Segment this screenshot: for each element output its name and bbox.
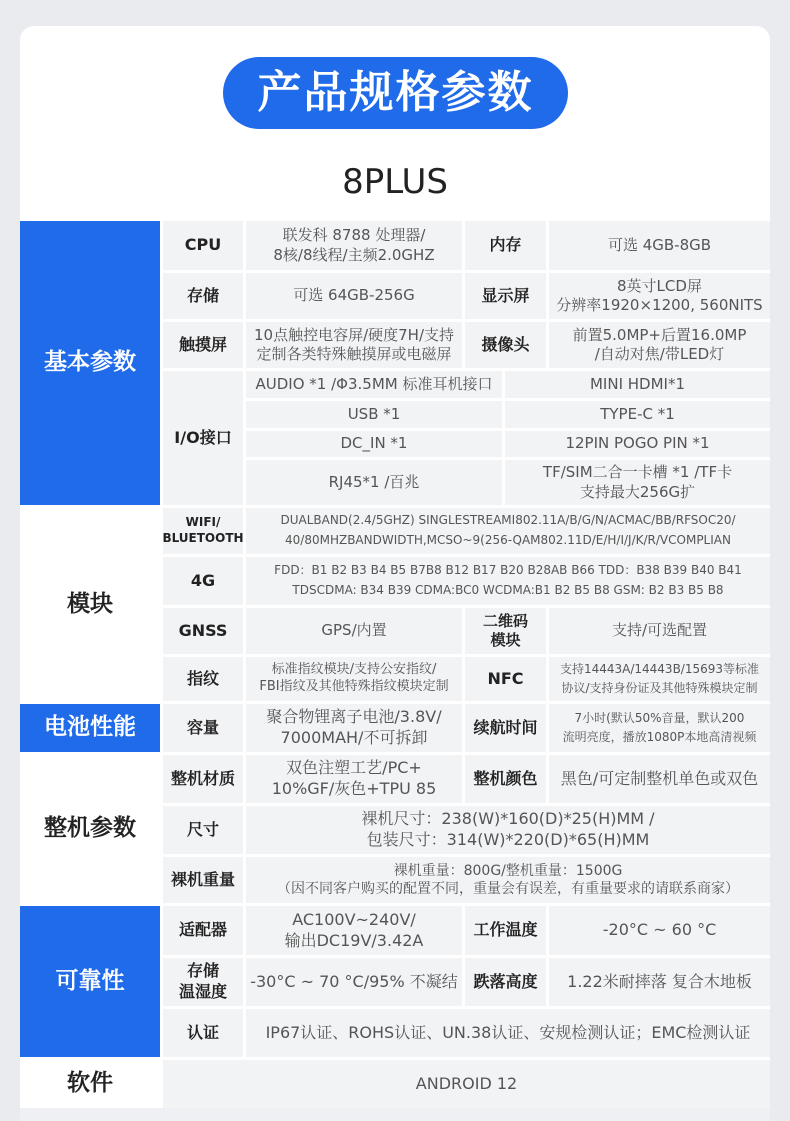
nfc-value: 支持14443A/14443B/15693等标准 协议/支持身份证及其他特殊模块定制 bbox=[549, 657, 770, 701]
fingerprint-value: 标准指纹模块/支持公安指纹/ FBI指纹及其他特殊指纹模块定制 bbox=[246, 657, 462, 701]
page-title: 产品规格参数 bbox=[223, 57, 568, 129]
touch-value: 10点触控电容屏/硬度7H/支持 定制各类特殊触摸屏或电磁屏 bbox=[246, 322, 462, 368]
io-item: RJ45*1 /百兆 bbox=[246, 460, 502, 505]
io-item: DC_IN *1 bbox=[246, 431, 502, 457]
wifi-label: WIFI/ BLUETOOTH bbox=[163, 508, 243, 554]
4g-label: 4G bbox=[163, 557, 243, 605]
storage-humidity-label: 存储 温湿度 bbox=[163, 958, 243, 1006]
section-software: 软件 bbox=[20, 1060, 160, 1108]
weight-value: 裸机重量：800G/整机重量：1500G （因不同客户购买的配置不同，重量会有误差，有重量要求的请联系商家） bbox=[246, 857, 770, 903]
material-value: 双色注塑工艺/PC+ 10%GF/灰色+TPU 85 bbox=[246, 755, 462, 803]
adapter-value: AC100V~240V/ 输出DC19V/3.42A bbox=[246, 906, 462, 955]
display-value: 8英寸LCD屏 分辨率1920×1200, 560NITS bbox=[549, 273, 770, 319]
work-temp-label: 工作温度 bbox=[465, 906, 546, 955]
io-item: TF/SIM二合一卡槽 *1 /TF卡 支持最大256G扩 bbox=[505, 460, 770, 505]
display-label: 显示屏 bbox=[465, 273, 546, 319]
drop-height-value: 1.22米耐摔落 复合木地板 bbox=[549, 958, 770, 1006]
storage-humidity-value: -30°C ~ 70 °C/95% 不凝结 bbox=[246, 958, 462, 1006]
size-value: 裸机尺寸：238(W)*160(D)*25(H)MM / 包装尺寸：314(W)*220(D)*65(H)MM bbox=[246, 806, 770, 854]
gnss-label: GNSS bbox=[163, 608, 243, 654]
io-item: USB *1 bbox=[246, 401, 502, 428]
weight-label: 裸机重量 bbox=[163, 857, 243, 903]
size-label: 尺寸 bbox=[163, 806, 243, 854]
section-reliability: 可靠性 bbox=[20, 906, 160, 1057]
certification-label: 认证 bbox=[163, 1009, 243, 1057]
camera-label: 摄像头 bbox=[465, 322, 546, 368]
software-value: ANDROID 12 bbox=[163, 1060, 770, 1108]
material-label: 整机材质 bbox=[163, 755, 243, 803]
ram-value: 可选 4GB-8GB bbox=[549, 221, 770, 270]
fingerprint-label: 指纹 bbox=[163, 657, 243, 701]
section-machine: 整机参数 bbox=[20, 755, 160, 903]
gnss-value: GPS/内置 bbox=[246, 608, 462, 654]
4g-value: FDD：B1 B2 B3 B4 B5 B7B8 B12 B17 B20 B28AB B66 TDD：B38 B39 B40 B41 TDSCDMA: B34 B39 CDMA:BC0 WCDMA:B1 B2 B5 B8 GSM: B2 B3 B5 B8 bbox=[246, 557, 770, 605]
model-name: 8PLUS bbox=[342, 162, 448, 202]
bottom-divider bbox=[20, 1108, 770, 1121]
nfc-label: NFC bbox=[465, 657, 546, 701]
io-item: TYPE-C *1 bbox=[505, 401, 770, 428]
capacity-value: 聚合物锂离子电池/3.8V/ 7000MAH/不可拆卸 bbox=[246, 704, 462, 752]
work-temp-value: -20°C ~ 60 °C bbox=[549, 906, 770, 955]
cpu-label: CPU bbox=[163, 221, 243, 270]
wifi-value: DUALBAND(2.4/5GHZ) SINGLESTREAMI802.11A/B/G/N/ACMAC/BB/RFSOC20/ 40/80MHZBANDWIDTH,MCSO~9(256-QAM802.11D/E/H/I/J/K/R/VCOMPLIAN bbox=[246, 508, 770, 554]
capacity-label: 容量 bbox=[163, 704, 243, 752]
battery-life-value: 7小时(默认50%音量，默认200 流明亮度，播放1080P本地高清视频 bbox=[549, 704, 770, 752]
io-item: AUDIO *1 /Φ3.5MM 标准耳机接口 bbox=[246, 371, 502, 398]
camera-value: 前置5.0MP+后置16.0MP /自动对焦/带LED灯 bbox=[549, 322, 770, 368]
color-label: 整机颜色 bbox=[465, 755, 546, 803]
certification-value: IP67认证、ROHS认证、UN.38认证、安规检测认证；EMC检测认证 bbox=[246, 1009, 770, 1057]
ram-label: 内存 bbox=[465, 221, 546, 270]
color-value: 黑色/可定制整机单色或双色 bbox=[549, 755, 770, 803]
storage-label: 存储 bbox=[163, 273, 243, 319]
touch-label: 触摸屏 bbox=[163, 322, 243, 368]
qr-label: 二维码 模块 bbox=[465, 608, 546, 654]
section-battery: 电池性能 bbox=[20, 704, 160, 752]
io-item: 12PIN POGO PIN *1 bbox=[505, 431, 770, 457]
adapter-label: 适配器 bbox=[163, 906, 243, 955]
io-label: I/O接口 bbox=[163, 371, 243, 505]
cpu-value: 联发科 8788 处理器/ 8核/8线程/主频2.0GHZ bbox=[246, 221, 462, 270]
io-item: MINI HDMI*1 bbox=[505, 371, 770, 398]
drop-height-label: 跌落高度 bbox=[465, 958, 546, 1006]
qr-value: 支持/可选配置 bbox=[549, 608, 770, 654]
section-basic: 基本参数 bbox=[20, 221, 160, 505]
section-module: 模块 bbox=[20, 508, 160, 701]
battery-life-label: 续航时间 bbox=[465, 704, 546, 752]
storage-value: 可选 64GB-256G bbox=[246, 273, 462, 319]
